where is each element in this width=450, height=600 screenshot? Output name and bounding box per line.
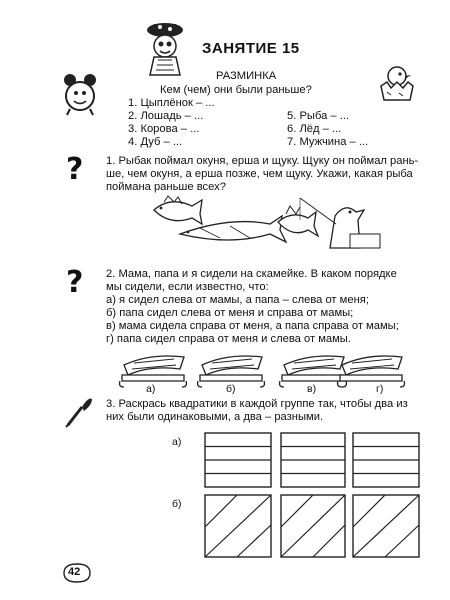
boy-mascot-icon [140, 20, 190, 78]
warmup-item: 7. Мужчина – ... [287, 136, 369, 148]
fishing-illustration [150, 194, 390, 254]
striped-squares-group [204, 432, 430, 488]
bench-label: в) [307, 383, 317, 395]
diagonal-square [353, 495, 419, 557]
alarm-clock-icon [62, 72, 98, 116]
task2-text: б) папа сидел слева от меня и справа от мамы; [106, 307, 354, 319]
bench [338, 356, 405, 387]
bench-label: г) [376, 383, 384, 395]
task1-text: ше, чем окуня, а ерша позже, чем щуку. Укажи, какая рыба [106, 168, 413, 180]
task2-text: 2. Мама, папа и я сидели на скамейке. В каком порядке [106, 268, 397, 280]
warmup-item: 1. Цыплёнок – ... [128, 97, 215, 109]
task2-text: в) мама сидела справа от меня, а папа справа от мамы; [106, 320, 399, 332]
question-mark-icon: ? [66, 152, 84, 187]
diagonal-square [205, 495, 271, 557]
task1-text: 1. Рыбак поймал окуня, ерша и щуку. Щуку он поймал рань- [106, 155, 419, 167]
warmup-heading: РАЗМИНКА [216, 70, 277, 82]
diagonal-square [281, 495, 345, 557]
warmup-question: Кем (чем) они были раньше? [160, 84, 312, 96]
diagonal-squares-group [204, 494, 430, 558]
group-label: а) [172, 436, 182, 448]
striped-square [281, 433, 345, 487]
striped-square [205, 433, 271, 487]
striped-square [353, 433, 419, 487]
bench-label: а) [146, 383, 156, 395]
page-title: ЗАНЯТИЕ 15 [202, 40, 300, 57]
chick-in-egg-icon [375, 62, 417, 104]
task1-text: поймана раньше всех? [106, 181, 226, 193]
task3-text: них были одинаковыми, а два – разными. [106, 411, 324, 423]
task3-text: 3. Раскрась квадратики в каждой группе так, чтобы два из [106, 398, 408, 410]
question-mark-icon: ? [66, 265, 84, 300]
brush-icon [64, 395, 94, 429]
warmup-item: 4. Дуб – ... [128, 136, 183, 148]
task2-text: а) я сидел слева от мамы, а папа – слева от меня; [106, 294, 369, 306]
group-label: б) [172, 498, 182, 510]
bench-label: б) [226, 383, 236, 395]
warmup-item: 6. Лёд – ... [287, 123, 342, 135]
warmup-item: 2. Лошадь – ... [128, 110, 204, 122]
warmup-item: 5. Рыба – ... [287, 110, 350, 122]
task2-text: мы сидели, если известно, что: [106, 281, 269, 293]
benches-illustration [118, 351, 408, 391]
task2-text: г) папа сидел справа от меня и слева от мамы. [106, 333, 351, 345]
warmup-item: 3. Корова – ... [128, 123, 200, 135]
page-number: 42 [68, 566, 81, 578]
